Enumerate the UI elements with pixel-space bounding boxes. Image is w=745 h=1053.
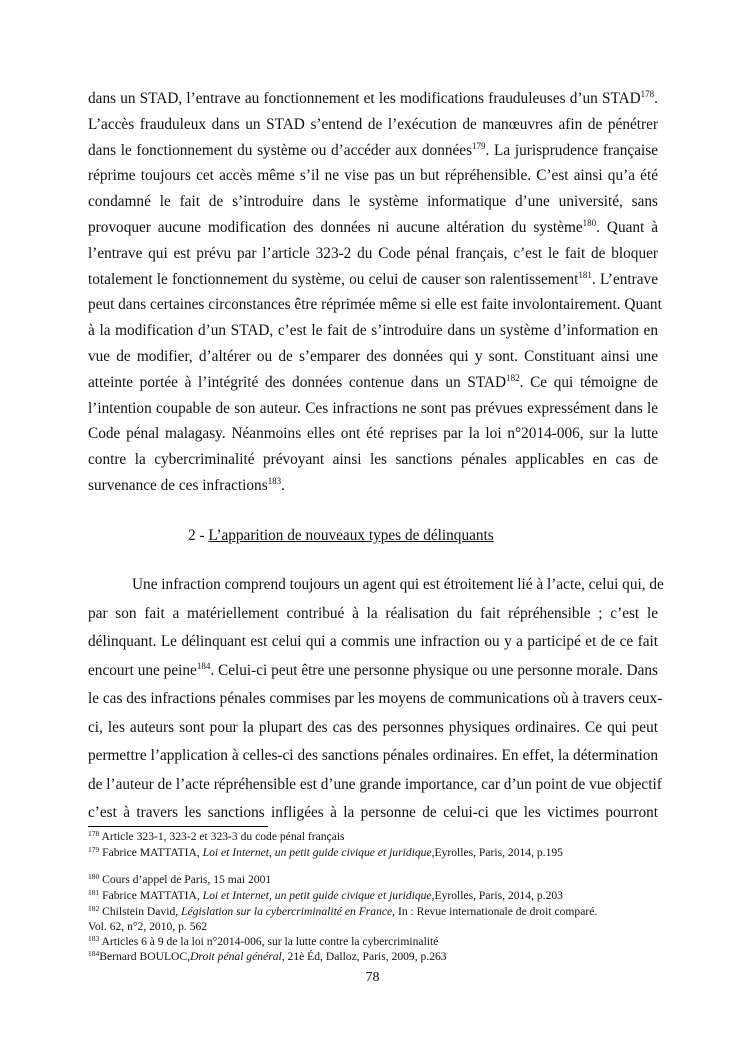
heading-title: L’apparition de nouveaux types de délinquants: [208, 527, 494, 544]
text-run: Eyrolles, Paris, 2014, p.203: [434, 889, 563, 902]
footnote: [88, 920, 207, 934]
footnote-reference: 178: [88, 829, 100, 838]
text-line: [88, 271, 658, 289]
text-run: l’intention coupable de son auteur. Ces infractions ne sont pas prévues expressément dans le: [88, 399, 658, 417]
text-line: [88, 662, 658, 680]
text-run: . L’entrave: [591, 270, 658, 288]
text-run: dans un STAD, l’entrave au fonctionnement et les modifications frauduleuses d’un STAD: [88, 90, 641, 107]
footnote-reference: 182: [506, 372, 520, 383]
text-line: [88, 747, 658, 765]
text-line: [88, 193, 658, 211]
text-run: , 21è Éd, Dalloz, Paris, 2009, p.263: [281, 950, 447, 963]
text-run: Article 323-1, 323-2 et 323-3 du code pénal français: [99, 830, 345, 843]
text-run: Fabrice MATTATIA,: [99, 846, 203, 859]
text-line: [88, 605, 658, 623]
footnote-reference: 181: [88, 888, 100, 897]
text-run: .: [281, 477, 285, 494]
text-line: [88, 451, 658, 469]
text-line: [88, 477, 658, 495]
footnote-reference: 180: [88, 872, 100, 881]
text-run: condamné le fait de s’introduire dans le système informatique d’une université, sans: [88, 193, 658, 211]
footnote-reference: 181: [578, 269, 592, 280]
text-run: Cours d’appel de Paris, 15 mai 2001: [99, 873, 272, 886]
text-line: [88, 322, 658, 340]
text-run: à la modification d’un STAD, c’est le fait de s’introduire dans un système d’information en: [88, 322, 658, 340]
text-run: Eyrolles, Paris, 2014, p.195: [434, 846, 563, 859]
page-number: 78: [365, 970, 380, 985]
footnote-separator: [88, 826, 268, 827]
text-run: encourt une peine: [88, 661, 197, 679]
text-line: [88, 219, 658, 237]
text-line: [88, 400, 658, 418]
text-run: permettre l’application à celles-ci des sanctions pénales ordinaires. En effet, la détermination: [88, 747, 658, 764]
footnote-reference: 184: [88, 949, 100, 958]
italic-title: Droit pénal général: [190, 950, 282, 963]
text-run: Vol. 62, n°2, 2010, p. 562: [88, 920, 208, 933]
text-run: dans le fonctionnement du système ou d’accéder aux données: [88, 141, 473, 159]
text-run: survenance de ces infractions: [88, 477, 268, 494]
section-heading: [188, 527, 494, 545]
text-line: [88, 374, 658, 392]
footnote: [88, 950, 447, 964]
text-line: [88, 245, 658, 263]
footnote-reference: 179: [472, 140, 486, 151]
footnote: [88, 873, 271, 887]
text-run: délinquant. Le délinquant est celui qui a commis une infraction ou y a participé et de ce fait: [88, 633, 658, 650]
heading-number: 2 -: [188, 527, 209, 544]
footnote: [88, 905, 597, 919]
text-line: [88, 576, 664, 594]
text-run: . Celui-ci peut être une personne physique ou une personne morale. Dans: [210, 661, 658, 679]
text-line: [88, 296, 662, 314]
text-line: [88, 633, 658, 651]
footnote-reference: 182: [88, 904, 100, 913]
text-run: Articles 6 à 9 de la loi n°2014-006, sur la lutte contre la cybercriminalité: [99, 935, 439, 948]
text-line: [88, 116, 658, 134]
text-run: ci, les auteurs sont pour la plupart des cas des personnes physiques ordinaires. Ce qui peut: [88, 718, 658, 736]
text-run: l’entrave qui est prévu par l’article 323-2 du Code pénal français, c’est le fait de bloquer: [88, 244, 658, 262]
text-run: Chilstein David,: [99, 905, 182, 918]
text-run: . La jurisprudence française: [485, 141, 658, 159]
text-run: c’est à travers les sanctions infligées à la personne de celui-ci que les victimes pourront: [88, 804, 658, 821]
text-line: [88, 804, 658, 822]
text-run: Une infraction comprend toujours un agent qui est étroitement lié à l’acte, celui qui, de: [132, 576, 664, 593]
footnote-reference: 183: [267, 476, 282, 486]
text-line: [88, 90, 658, 108]
text-run: L’accès frauduleux dans un STAD s’entend de l’exécution de manœuvres afin de pénétrer: [88, 115, 658, 133]
text-line: [88, 719, 658, 737]
text-run: Code pénal malagasy. Néanmoins elles ont été reprises par la loi n°2014-006, sur la lutte: [88, 425, 658, 443]
text-run: vue de modifier, d’altérer ou de s’emparer des données qui y sont. Constituant ainsi une: [88, 348, 658, 365]
text-run: de l’auteur de l’acte répréhensible est d’une grande importance, car d’un point de vue objectif: [88, 775, 662, 793]
footnote: [88, 830, 345, 844]
footnote: [88, 889, 563, 903]
text-run: provoquer aucune modification des données ni aucune altération du système: [88, 219, 583, 236]
text-run: peut dans certaines circonstances être réprimée même si elle est faite involontairement. Quant: [88, 296, 662, 314]
text-run: .: [654, 90, 658, 107]
text-line: [88, 425, 658, 443]
text-run: le cas des infractions pénales commises par les moyens de communications où à travers ceux-: [88, 690, 663, 707]
footnote-reference: 179: [88, 845, 100, 854]
text-line: [88, 142, 658, 160]
text-run: totalement le fonctionnement du système, ou celui de causer son ralentissement: [88, 270, 579, 288]
text-run: atteinte portée à l’intégrité des données contenue dans un STAD: [88, 373, 507, 391]
italic-title: Loi et Internet, un petit guide civique et juridique,: [202, 846, 435, 859]
text-run: . Ce qui témoigne de: [519, 373, 658, 391]
footnote: [88, 935, 438, 949]
footnote-reference: 183: [88, 934, 100, 943]
text-run: Bernard BOULOC,: [99, 950, 191, 963]
text-run: réprime toujours cet accès même s’il ne vise pas un but répréhensible. C’est ainsi qu’a été: [88, 167, 658, 185]
text-line: [88, 775, 662, 794]
text-line: [88, 167, 658, 185]
text-run: In : Revue internationale de droit comparé.: [395, 905, 598, 918]
footnote: [88, 846, 563, 860]
footnote-reference: 184: [196, 660, 211, 671]
text-line: [88, 690, 663, 708]
text-run: contre la cybercriminalité prévoyant ainsi les sanctions pénales applicables en cas de: [88, 451, 658, 469]
text-run: . Quant à: [596, 219, 658, 236]
italic-title: Loi et Internet, un petit guide civique et juridique,: [202, 889, 435, 902]
footnote-reference: 178: [640, 89, 655, 99]
text-run: Fabrice MATTATIA,: [99, 889, 203, 902]
text-line: [88, 348, 658, 366]
footnote-reference: 180: [582, 218, 597, 228]
italic-title: Législation sur la cybercriminalité en France,: [181, 905, 396, 918]
text-run: par son fait a matériellement contribué à la réalisation du fait répréhensible ; c’est le: [88, 604, 658, 622]
